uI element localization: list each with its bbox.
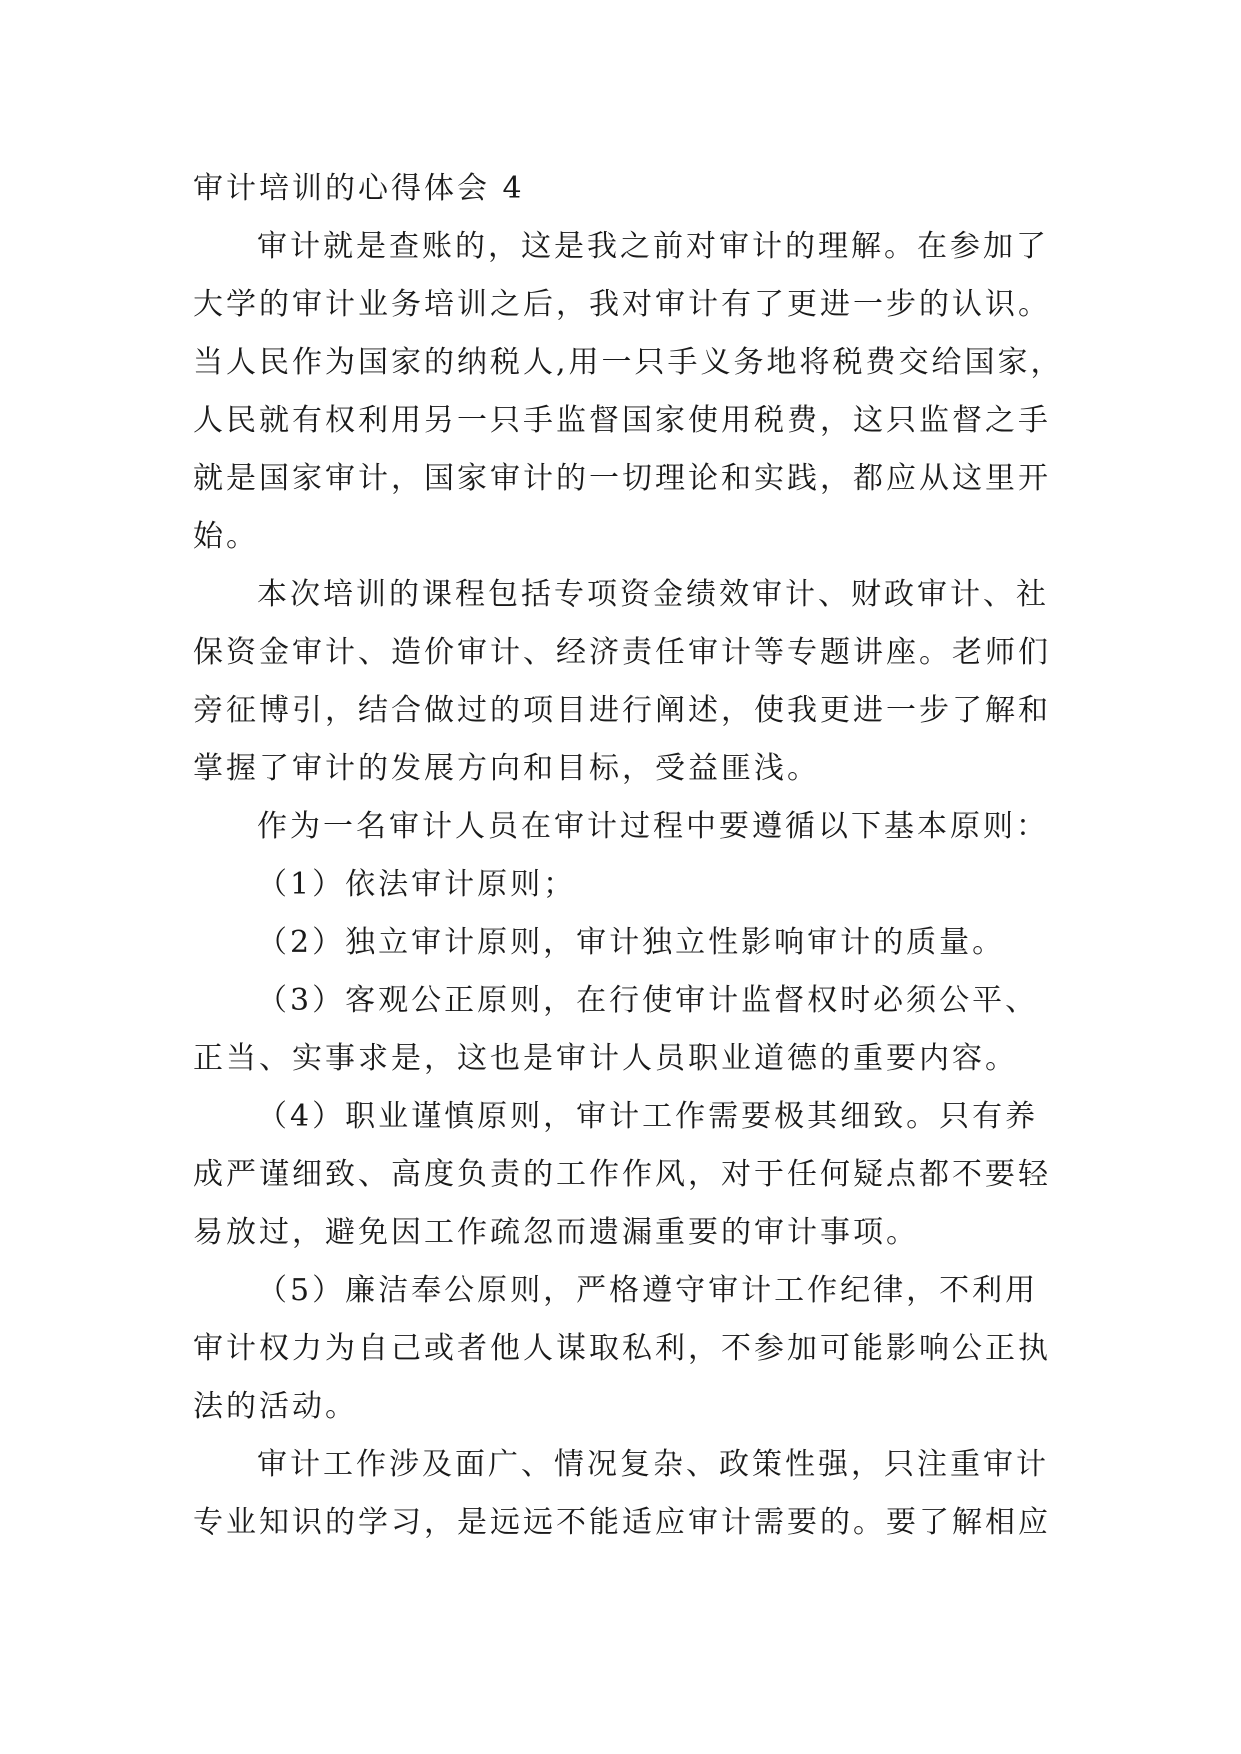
principle-5 [193,1262,1063,1436]
document-title: 审计培训的心得体会 4 [193,171,525,206]
principle-2 [193,914,1063,972]
text-line: 始。 [193,519,259,554]
paragraph-2 [193,566,1063,798]
text-line: 旁征博引，结合做过的项目进行阐述，使我更进一步了解和 [193,693,1051,728]
paragraph-3 [193,798,1063,856]
text-line: 审计工作涉及面广、情况复杂、政策性强，只注重审计 [257,1447,1049,1482]
text-line: 正当、实事求是，这也是审计人员职业道德的重要内容。 [193,1041,1018,1076]
text-line: （3）客观公正原则，在行使审计监督权时必须公平、 [257,983,1039,1018]
paragraph-last [193,1436,1063,1552]
text-line: 易放过，避免因工作疏忽而遗漏重要的审计事项。 [193,1215,919,1250]
text-line: 掌握了审计的发展方向和目标，受益匪浅。 [193,751,820,786]
text-line: 本次培训的课程包括专项资金绩效审计、财政审计、社 [257,577,1049,612]
text-line: （4）职业谨慎原则，审计工作需要极其细致。只有养 [257,1099,1039,1134]
text-line: 成严谨细致、高度负责的工作作风，对于任何疑点都不要轻 [193,1157,1051,1192]
text-line: 法的活动。 [193,1389,358,1424]
text-line: 审计就是查账的，这是我之前对审计的理解。在参加了 [257,229,1049,264]
paragraph-1 [193,218,1063,566]
text-line: 大学的审计业务培训之后，我对审计有了更进一步的认识。 [193,287,1051,322]
text-line: （1）依法审计原则； [257,867,577,902]
text-line: 保资金审计、造价审计、经济责任审计等专题讲座。老师们 [193,635,1051,670]
principle-4 [193,1088,1063,1262]
text-line: 就是国家审计，国家审计的一切理论和实践，都应从这里开 [193,461,1051,496]
text-line: （2）独立审计原则，审计独立性影响审计的质量。 [257,925,1006,960]
principle-3 [193,972,1063,1088]
text-line: 当人民作为国家的纳税人,用一只手义务地将税费交给国家， [193,345,1064,380]
text-line: 审计权力为自己或者他人谋取私利，不参加可能影响公正执 [193,1331,1051,1366]
principle-1 [193,856,1063,914]
text-line: 人民就有权利用另一只手监督国家使用税费，这只监督之手 [193,403,1051,438]
text-line: 作为一名审计人员在审计过程中要遵循以下基本原则： [257,809,1049,844]
text-line: 专业知识的学习，是远远不能适应审计需要的。要了解相应 [193,1505,1051,1540]
text-line: （5）廉洁奉公原则，严格遵守审计工作纪律，不利用 [257,1273,1039,1308]
document-body [193,160,1063,1552]
